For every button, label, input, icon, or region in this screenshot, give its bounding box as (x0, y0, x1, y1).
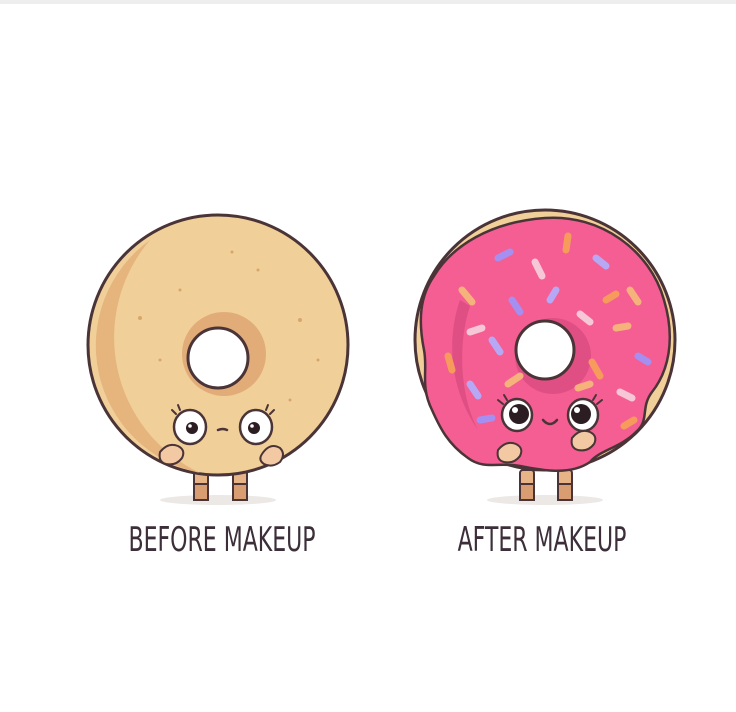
plain-donut-shadow (160, 495, 276, 505)
caption-before-makeup: BEFORE MAKEUP (128, 520, 316, 560)
plain-donut (88, 215, 348, 505)
caption-after-makeup: AFTER MAKEUP (457, 520, 627, 560)
frosted-donut-shadow (487, 495, 603, 505)
frosted-donut (415, 210, 675, 505)
